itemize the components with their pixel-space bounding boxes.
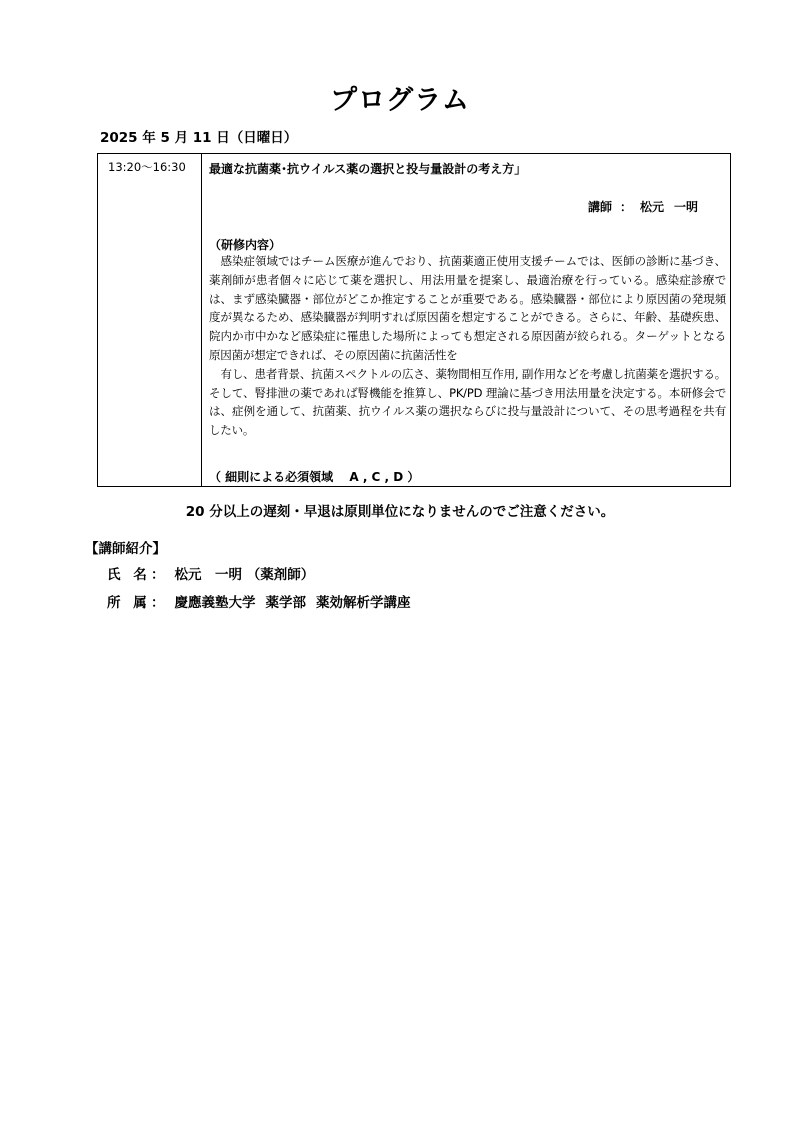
lecturer-name-given: 一明	[673, 200, 698, 214]
lecturer-intro-heading: 【講師紹介】	[85, 541, 166, 557]
lecturer-line	[588, 198, 698, 215]
name-value: 松元 一明 （薬剤師）	[174, 567, 315, 583]
content-cell	[202, 154, 730, 486]
lecturer-name-row	[107, 563, 314, 583]
affiliation-faculty: 薬学部	[265, 595, 306, 611]
time-cell: 13:20～16:30	[98, 154, 202, 486]
program-date: 2025 年 5 月 11 日（日曜日）	[100, 130, 298, 146]
affiliation-university: 慶應義塾大学	[174, 595, 256, 611]
training-heading: （研修内容）	[209, 238, 282, 252]
name-colon: ：	[151, 567, 165, 583]
required-area: （ 細則による必須領域 A , C , D ）	[209, 470, 420, 484]
training-paragraph-2: 有し、患者背景、抗菌スペクトルの広さ、薬物間相互作用, 副作用などを考慮し抗菌薬を選択する。そして、腎排泄の薬であれば腎機能を推算し、PK/PD 理論に基づき用法用量を決定する。本研修会では、症例を通して、抗菌薬、抗ウイルス薬の選択ならびに投与量設計について、その思考過程を共有したい。	[209, 366, 726, 438]
lecturer-affiliation-row	[107, 591, 411, 611]
session-title: 最適な抗菌薬･抗ウイルス薬の選択と投与量設計の考え方」	[209, 162, 527, 176]
training-paragraph-1: 感染症領域ではチーム医療が進んでおり、抗菌薬適正使用支援チームでは、医師の診断に基づき、薬剤師が患者個々に応じて薬を選択し、用法用量を提案し、最適治療を行っている。感染症診療では、まず感染臓器・部位がどこか推定することが重要である。感染臓器・部位により原因菌の発現頻度が異なるため、感染臓器が判明すれば原因菌を想定することができる。さらに、年齢、基礎疾患、院内か市中かなど感染症に罹患した場所によっても想定される原因菌が絞られる。ターゲットとなる原因菌が想定できれば、その原因菌に抗菌活性を	[209, 254, 726, 362]
lecturer-colon: ：	[619, 200, 632, 214]
name-label: 氏 名	[107, 567, 151, 583]
program-table	[97, 153, 731, 487]
lecturer-label: 講師	[587, 200, 612, 214]
page-title: プログラム	[330, 85, 470, 116]
training-body	[209, 252, 726, 440]
affiliation-colon: ：	[151, 595, 165, 611]
affiliation-label: 所 属	[107, 595, 151, 611]
attendance-notice: 20 分以上の遅刻・早退は原則単位になりませんのでご注意ください。	[185, 504, 615, 520]
lecturer-name-family: 松元	[639, 200, 664, 214]
affiliation-department: 薬効解析学講座	[316, 595, 411, 611]
